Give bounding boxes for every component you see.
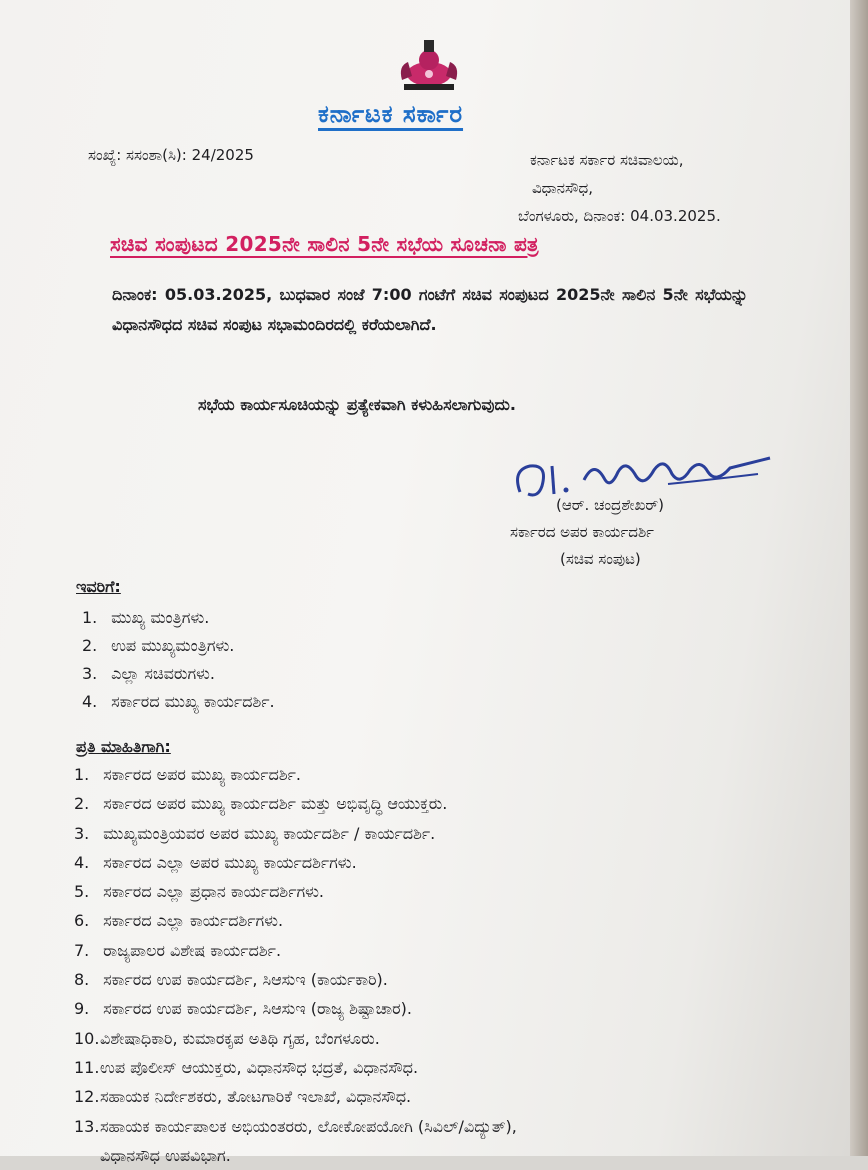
office-address — [518, 146, 721, 230]
copy-item: 3. ಮುಖ್ಯಮಂತ್ರಿಯವರ ಅಪರ ಮುಖ್ಯ ಕಾರ್ಯದರ್ಶಿ / ಕಾರ್ಯದರ್ಶಿ. — [74, 823, 436, 843]
to-heading: ಇವರಿಗೆ: — [76, 577, 121, 596]
address-line-secretariat: ಕರ್ನಾಟಕ ಸರ್ಕಾರ ಸಚಿವಾಲಯ, — [530, 151, 684, 169]
signatory-designation: ಸರ್ಕಾರದ ಅಪರ ಕಾರ್ಯದರ್ಶಿ — [510, 523, 654, 541]
copy-item: 5. ಸರ್ಕಾರದ ಎಲ್ಲಾ ಪ್ರಧಾನ ಕಾರ್ಯದರ್ಶಿಗಳು. — [74, 882, 324, 902]
copy-item: 6. ಸರ್ಕಾರದ ಎಲ್ಲಾ ಕಾರ್ಯದರ್ಶಿಗಳು. — [74, 911, 284, 931]
meeting-notice-paragraph: ದಿನಾಂಕ: 05.03.2025, ಬುಧವಾರ ಸಂಜೆ 7:00 ಗಂಟೆಗೆ ಸಚಿವ ಸಂಪುಟದ 2025ನೇ ಸಾಲಿನ 5ನೇ ಸಭೆಯನ್ನು ವಿಧಾನಸೌಧದ ಸಚಿವ ಸಂಪುಟ ಸಭಾಮಂದಿರದಲ್ಲಿ ಕರೆಯಲಾಗಿದೆ. — [112, 285, 748, 334]
copy-item: 12.ಸಹಾಯಕ ನಿರ್ದೇಶಕರು, ತೋಟಗಾರಿಕೆ ಇಲಾಖೆ, ವಿಧಾನಸೌಧ. — [74, 1087, 412, 1107]
agenda-note: ಸಭೆಯ ಕಾರ್ಯಸೂಚಿಯನ್ನು ಪ್ರತ್ಯೇಕವಾಗಿ ಕಳುಹಿಸಲಾಗುವುದು. — [198, 395, 516, 414]
to-list — [82, 604, 275, 716]
copy-item: 9. ಸರ್ಕಾರದ ಉಪ ಕಾರ್ಯದರ್ಶಿ, ಸಿಆಸುಇ (ರಾಜ್ಯ ಶಿಷ್ಟಾಚಾರ). — [74, 999, 412, 1019]
to-item: 4. ಸರ್ಕಾರದ ಮುಖ್ಯ ಕಾರ್ಯದರ್ಶಿ. — [82, 692, 275, 711]
copy-item: 8. ಸರ್ಕಾರದ ಉಪ ಕಾರ್ಯದರ್ಶಿ, ಸಿಆಸುಇ (ಕಾರ್ಯಕಾರಿ). — [74, 970, 388, 990]
copy-heading: ಪ್ರತಿ ಮಾಹಿತಿಗಾಗಿ: — [76, 737, 171, 756]
copy-item: 4. ಸರ್ಕಾರದ ಎಲ್ಲಾ ಅಪರ ಮುಖ್ಯ ಕಾರ್ಯದರ್ಶಿಗಳು. — [74, 852, 357, 872]
signatory-department: (ಸಚಿವ ಸಂಪುಟ) — [560, 550, 641, 568]
state-emblem-icon — [394, 36, 464, 96]
copy-item-continuation: ವಿಧಾನಸೌಧ ಉಪವಿಭಾಗ. — [100, 1145, 231, 1165]
copy-item: 7. ರಾಜ್ಯಪಾಲರ ವಿಶೇಷ ಕಾರ್ಯದರ್ಶಿ. — [74, 940, 282, 960]
signatory-block — [506, 492, 664, 573]
copy-item: 13.ಸಹಾಯಕ ಕಾರ್ಯಪಾಲಕ ಅಭಿಯಂತರರು, ಲೋಕೋಪಯೋಗಿ (ಸಿವಿಲ್/ವಿದ್ಯುತ್), — [74, 1116, 517, 1136]
subject-heading: ಸಚಿವ ಸಂಪುಟದ 2025ನೇ ಸಾಲಿನ 5ನೇ ಸಭೆಯ ಸೂಚನಾ ಪತ್ರ — [110, 232, 539, 256]
to-item: 3. ಎಲ್ಲಾ ಸಚಿವರುಗಳು. — [82, 664, 215, 683]
copy-item: 2. ಸರ್ಕಾರದ ಅಪರ ಮುಖ್ಯ ಕಾರ್ಯದರ್ಶಿ ಮತ್ತು ಅಭಿವೃದ್ಧಿ ಆಯುಕ್ತರು. — [74, 794, 448, 814]
paper-edge — [850, 0, 868, 1156]
government-title: ಕರ್ನಾಟಕ ಸರ್ಕಾರ — [318, 100, 464, 128]
copy-item: 11.ಉಪ ಪೊಲೀಸ್ ಆಯುಕ್ತರು, ವಿಧಾನಸೌಧ ಭದ್ರತೆ, ವಿಧಾನಸೌಧ. — [74, 1057, 419, 1077]
signatory-name: (ಆರ್. ಚಂದ್ರಶೇಖರ್) — [556, 496, 665, 514]
to-item: 2. ಉಪ ಮುಖ್ಯಮಂತ್ರಿಗಳು. — [82, 636, 235, 655]
address-line-vidhana-soudha: ವಿಧಾನಸೌಧ, — [532, 179, 594, 197]
copy-item: 1. ಸರ್ಕಾರದ ಅಪರ ಮುಖ್ಯ ಕಾರ್ಯದರ್ಶಿ. — [74, 765, 301, 784]
reference-number: ಸಂಖ್ಯೆ: ಸಸಂಶಾ(ಸಿ): 24/2025 — [88, 146, 254, 164]
address-line-date: ಬೆಂಗಳೂರು, ದಿನಾಂಕ: 04.03.2025. — [518, 207, 721, 225]
to-item: 1. ಮುಖ್ಯ ಮಂತ್ರಿಗಳು. — [82, 608, 210, 627]
copy-list — [74, 760, 774, 1170]
copy-item: 10.ವಿಶೇಷಾಧಿಕಾರಿ, ಕುಮಾರಕೃಪ ಅತಿಥಿ ಗೃಹ, ಬೆಂಗಳೂರು. — [74, 1028, 380, 1048]
